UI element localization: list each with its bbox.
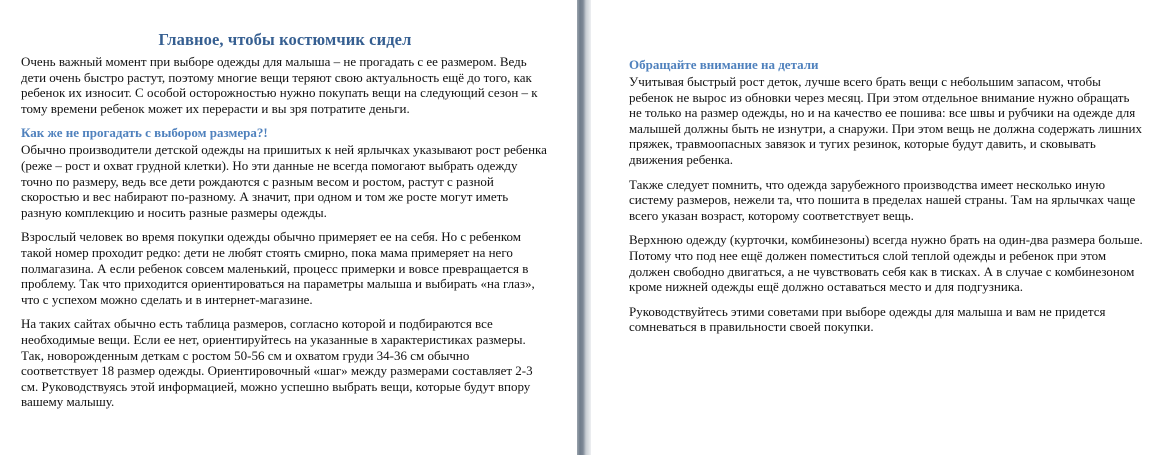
- page-left-content: [21, 30, 549, 419]
- paragraph: На таких сайтах обычно есть таблица размеров, согласно которой и подбираются все необходимые вещи. Если ее нет, ориентируйтесь на указанные в характеристиках размеры. Так, новорожденным деткам с ростом 50-56 см и охватом груди 34-36 см обычно соответствует 18 размер одежды. Ориентировочный «шаг» между размерами составляет 2-3 см. Руководствуясь этой информацией, можно успешно выбрать вещи, которые будут впору вашему малышу.: [21, 316, 533, 410]
- paragraph: Учитывая быстрый рост деток, лучше всего брать вещи с небольшим запасом, чтобы ребенок не вырос из обновки через месяц. При этом отдельное внимание нужно обращать не только на размер одежды, но и на качество ее пошива: все швы и рубчики на одежде для малышей должны быть не изнутри, а снаружи. При этом вещь не должна содержать лишних пряжек, травмоопасных завязок и тугих резинок, которые будут давить, и сковывать движения ребенка.: [629, 74, 1142, 167]
- section-heading-size: Как же не прогадать с выбором размера?!: [21, 125, 268, 141]
- paragraph: Также следует помнить, что одежда зарубежного производства имеет несколько иную систему размеров, нежели та, что пошита в пределах нашей страны. Там на ярлычках чаще всего указан возраст, которому соответствует вещь.: [629, 176, 1136, 223]
- intro-paragraph: Очень важный момент при выборе одежды для малыша – не прогадать с ее размером. Ведь дети очень быстро растут, поэтому многие вещи теряют свою актуальность ещё до того, как ребенок их износит. С особой осторожностью нужно покупать вещи на следующий сезон – к тому времени ребенок может их перерасти и вы зря потратите деньги.: [21, 54, 538, 116]
- paragraph: Верхнюю одежду (курточки, комбинезоны) всегда нужно брать на один-два размера больше. Потому что под нее ещё должен поместиться слой теплой одежды и ребенок при этом должен свободно двигаться, а не чувствовать себя как в тисках. А в случае с комбинезоном кроме нижней одежды ещё должно оставаться место и для подгузника.: [629, 232, 1143, 295]
- paragraph: Обычно производители детской одежды на пришитых к ней ярлычках указывают рост ребенка (реже – рост и охват грудной клетки). Но эти данные не всегда помогают выбрать одежду точно по размеру, ведь все дети рождаются с разным весом и ростом, растут с разной скоростью и вес набирают по-разному. А значит, при одном и том же росте могут иметь разную комплекцию и носить разные размеры одежды.: [21, 142, 547, 220]
- document-page-right: [591, 0, 1166, 455]
- page-divider: [577, 0, 591, 455]
- page-right-content: [629, 57, 1144, 344]
- paragraph: Руководствуйтесь этими советами при выборе одежды для малыша и вам не придется сомневаться в правильности своей покупки.: [629, 303, 1106, 335]
- section-heading-details: Обращайте внимание на детали: [629, 57, 819, 72]
- document-title: Главное, чтобы костюмчик сидел: [158, 30, 412, 49]
- document-page-left: [0, 0, 577, 455]
- paragraph: Взрослый человек во время покупки одежды обычно примеряет ее на себя. Но с ребенком такой номер проходит редко: дети не любят стоять смирно, пока мама примеряет на него полмагазина. А если ребенок совсем маленький, процесс примерки и вовсе превращается в проблему. Так что приходится ориентироваться на параметры малыша и выбирать «на глаз», что с успехом можно сделать и в интернет-магазине.: [21, 229, 535, 307]
